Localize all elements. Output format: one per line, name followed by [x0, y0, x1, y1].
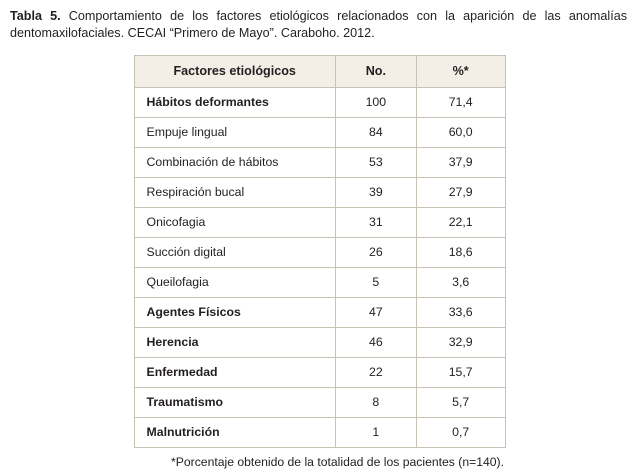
table-body: [134, 87, 505, 447]
table-header-row: [134, 55, 505, 87]
cell-no: 5: [335, 267, 416, 297]
cell-no: 26: [335, 237, 416, 267]
cell-no: 47: [335, 297, 416, 327]
cell-factor: Empuje lingual: [134, 117, 335, 147]
table-caption: [10, 8, 629, 43]
table-row: [134, 177, 505, 207]
table-row: [134, 87, 505, 117]
cell-no: 100: [335, 87, 416, 117]
cell-pct: 27,9: [416, 177, 505, 207]
cell-pct: 22,1: [416, 207, 505, 237]
cell-no: 53: [335, 147, 416, 177]
table-row: [134, 417, 505, 447]
cell-no: 22: [335, 357, 416, 387]
cell-factor: Herencia: [134, 327, 335, 357]
cell-factor: Traumatismo: [134, 387, 335, 417]
cell-pct: 15,7: [416, 357, 505, 387]
cell-no: 46: [335, 327, 416, 357]
cell-no: 84: [335, 117, 416, 147]
cell-no: 1: [335, 417, 416, 447]
cell-factor: Malnutrición: [134, 417, 335, 447]
table-row: [134, 237, 505, 267]
table-row: [134, 267, 505, 297]
table-footnote: *Porcentaje obtenido de la totalidad de los pacientes (n=140).: [170, 454, 505, 469]
table-row: [134, 327, 505, 357]
cell-factor: Respiración bucal: [134, 177, 335, 207]
cell-factor: Agentes Físicos: [134, 297, 335, 327]
cell-pct: 71,4: [416, 87, 505, 117]
table-row: [134, 357, 505, 387]
cell-no: 31: [335, 207, 416, 237]
cell-pct: 0,7: [416, 417, 505, 447]
caption-label: Tabla 5.: [10, 9, 61, 23]
table-row: [134, 147, 505, 177]
table-header: [134, 55, 505, 87]
cell-factor: Succión digital: [134, 237, 335, 267]
column-header-pct: %*: [416, 55, 505, 87]
cell-pct: 60,0: [416, 117, 505, 147]
cell-no: 39: [335, 177, 416, 207]
table-row: [134, 117, 505, 147]
cell-pct: 32,9: [416, 327, 505, 357]
cell-factor: Hábitos deformantes: [134, 87, 335, 117]
cell-pct: 37,9: [416, 147, 505, 177]
table-row: [134, 387, 505, 417]
cell-factor: Queilofagia: [134, 267, 335, 297]
caption-text: Comportamiento de los factores etiológicos relacionados con la aparición de las anomalías dentomaxilofaciales. CECAI “Primero de Mayo”. Caraboho. 2012.: [10, 9, 627, 41]
cell-no: 8: [335, 387, 416, 417]
cell-factor: Onicofagia: [134, 207, 335, 237]
table-container: [10, 55, 629, 448]
cell-pct: 5,7: [416, 387, 505, 417]
cell-pct: 33,6: [416, 297, 505, 327]
column-header-factor: Factores etiológicos: [134, 55, 335, 87]
etiologic-factors-table: [134, 55, 506, 448]
cell-factor: Combinación de hábitos: [134, 147, 335, 177]
cell-pct: 18,6: [416, 237, 505, 267]
column-header-no: No.: [335, 55, 416, 87]
table-row: [134, 207, 505, 237]
table-row: [134, 297, 505, 327]
cell-pct: 3,6: [416, 267, 505, 297]
cell-factor: Enfermedad: [134, 357, 335, 387]
